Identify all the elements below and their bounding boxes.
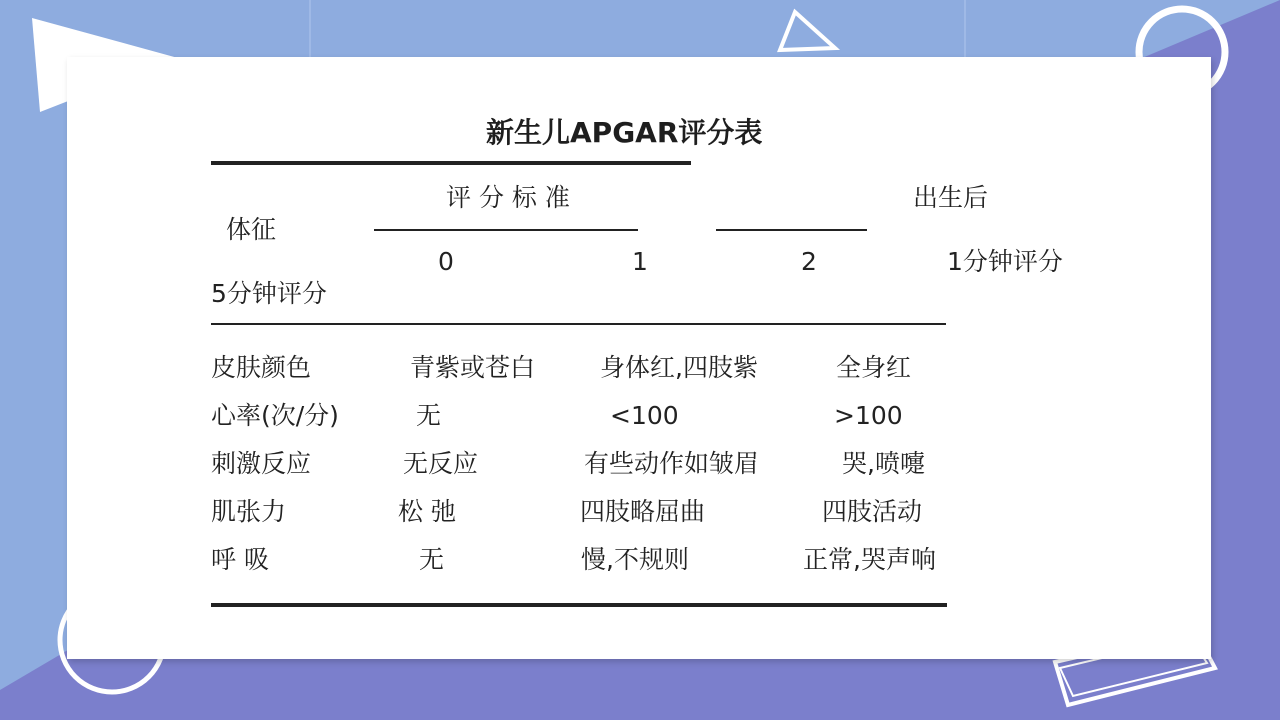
- row-score-1: 四肢略屈曲: [580, 497, 706, 526]
- row-score-1: <100: [610, 401, 679, 430]
- header-five-minute: 5分钟评分: [211, 279, 327, 308]
- header-score-0: 0: [438, 247, 454, 276]
- criteria-underline: [374, 229, 638, 231]
- row-score-0: 青紫或苍白: [410, 353, 536, 382]
- row-sign: 肌张力: [211, 497, 287, 526]
- header-score-1: 1: [632, 247, 648, 276]
- top-rule: [211, 161, 691, 165]
- bottom-rule: [211, 603, 947, 607]
- row-score-2: 四肢活动: [822, 497, 923, 526]
- row-score-0: 无: [416, 401, 442, 430]
- table-title: 新生儿APGAR评分表: [486, 116, 763, 149]
- row-score-1: 身体红,四肢紫: [600, 353, 758, 382]
- header-one-minute: 1分钟评分: [947, 247, 1063, 276]
- row-score-2: >100: [834, 401, 903, 430]
- after-birth-underline: [716, 229, 867, 231]
- row-score-1: 有些动作如皱眉: [584, 449, 760, 478]
- row-score-2: 正常,哭声响: [803, 545, 936, 574]
- row-sign: 皮肤颜色: [211, 353, 312, 382]
- row-sign: 心率(次/分): [211, 401, 339, 430]
- row-score-2: 哭,喷嚏: [842, 449, 925, 478]
- row-score-0: 无反应: [403, 449, 479, 478]
- header-score-2: 2: [801, 247, 817, 276]
- row-score-0: 无: [419, 545, 445, 574]
- row-score-0: 松 弛: [398, 497, 456, 526]
- row-score-2: 全身红: [836, 353, 912, 382]
- header-rule: [211, 323, 946, 325]
- row-sign: 呼 吸: [211, 545, 269, 574]
- header-sign: 体征: [226, 215, 277, 244]
- row-sign: 刺激反应: [211, 449, 312, 478]
- header-criteria: 评 分 标 准: [446, 183, 570, 212]
- header-after-birth: 出生后: [913, 183, 989, 212]
- row-score-1: 慢,不规则: [581, 545, 689, 574]
